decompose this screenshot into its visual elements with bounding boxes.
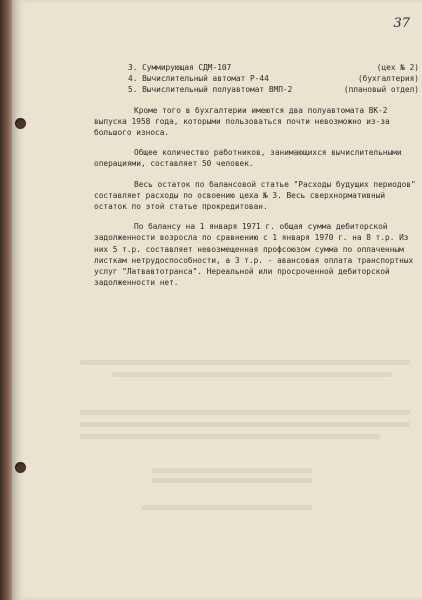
paragraph: Весь остаток по балансовой статье "Расходы будущих периодов" составляет расходы по освоению цеха № 3. Весь сверхнормативный остаток по этой статье прокредитован. <box>94 179 416 212</box>
bleed-through-text <box>112 372 392 377</box>
bleed-through-text <box>152 468 312 473</box>
binder-edge <box>0 0 12 600</box>
list-item-note: (цех № 2) <box>376 63 419 72</box>
document-body <box>94 62 419 288</box>
list-item-text: 3. Суммирующая СДМ-107 <box>128 63 232 72</box>
paragraph: Общее количество работников, занимающихся вычислительными операциями, составляет 50 человек. <box>94 148 402 169</box>
bleed-through-text <box>80 410 410 415</box>
list-item-text: 4. Вычислительный автомат Р-44 <box>128 74 269 84</box>
paragraph: Кроме того в бухгалтерии имеются два полуавтомата ВК-2 выпуска 1958 года, которыми пользоваться почти невозможно из-за большого износа. <box>94 105 390 138</box>
list-item <box>94 84 419 95</box>
list-item <box>94 73 419 84</box>
bleed-through-text <box>80 434 380 439</box>
list-item-note: (бухгалтерия) <box>357 74 419 84</box>
folio-number: 37 <box>393 16 410 31</box>
bleed-through-text <box>80 360 410 365</box>
list-item <box>94 62 419 73</box>
bleed-through-text <box>80 422 410 427</box>
list-item-note: (плановый отдел) <box>343 85 419 95</box>
list-item-text: 5. Вычислительный полуавтомат ВМП-2 <box>128 85 293 95</box>
paragraph: По балансу на 1 января 1971 г. общая сумма дебиторской задолженности возросла по сравнению с 1 января 1970 г. на 8 т.р. Из них 5 т.р. составляет невозмещенная профсоюзом сумма по оплаченным листкам нетрудоспособности, а 3 т.р. - авансовая оплата транспортных услуг "Латвавтотранса". Нереальной или просроченной дебиторской задолженности нет. <box>94 222 414 288</box>
punch-hole <box>15 118 26 129</box>
punch-hole <box>15 462 26 473</box>
bleed-through-text <box>152 478 312 483</box>
document-page <box>12 0 422 600</box>
bleed-through-text <box>142 505 312 510</box>
